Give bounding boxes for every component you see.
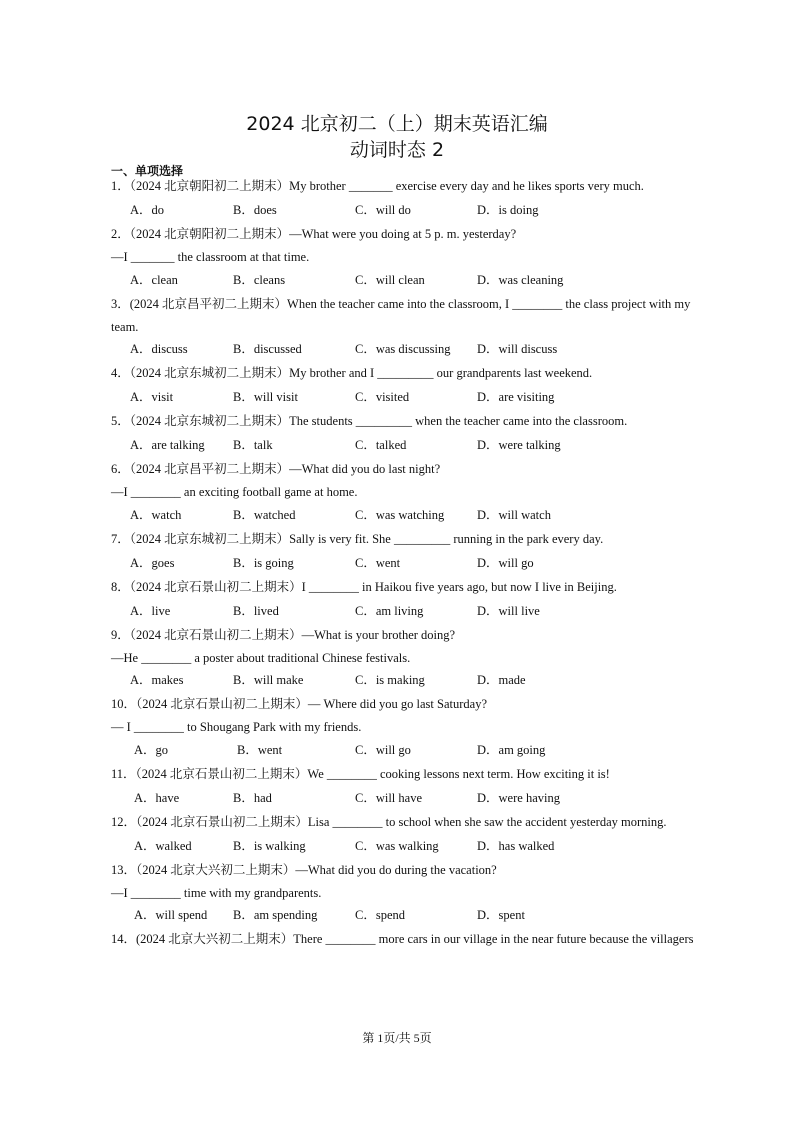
option-a: A．go	[134, 743, 169, 757]
option-c: C．visited	[355, 390, 410, 404]
option-c: C．was walking	[355, 839, 439, 853]
question-10-text: 10．（2024 北京石景山初二上期末）— Where did you go last Saturday?	[111, 697, 487, 711]
page-number: 第 1页/共 5页	[362, 1031, 432, 1045]
document-title: 2024 北京初二（上）期末英语汇编	[246, 113, 548, 135]
option-c: C．went	[355, 556, 401, 570]
question-6-text-cont: —I ________ an exciting football game at home.	[111, 485, 358, 499]
option-a: A．watch	[130, 508, 182, 522]
question-9-text-cont: —He ________ a poster about traditional Chinese festivals.	[111, 651, 411, 665]
option-c: C．was watching	[355, 508, 445, 522]
document-subtitle: 动词时态 2	[349, 139, 445, 161]
option-d: D．were having	[477, 791, 560, 805]
option-d: D．will live	[477, 604, 540, 618]
option-a: A．walked	[134, 839, 192, 853]
option-a: A．clean	[130, 273, 178, 287]
question-4-text: 4．（2024 北京东城初二上期末）My brother and I _________ our grandparents last weekend.	[111, 366, 593, 380]
option-d: D．was cleaning	[477, 273, 564, 287]
option-d: D．will watch	[477, 508, 551, 522]
option-b: B．is going	[233, 556, 294, 570]
question-11-text: 11．（2024 北京石景山初二上期末）We ________ cooking lessons next term. How exciting it is!	[111, 767, 610, 781]
question-1-text: 1．（2024 北京朝阳初二上期末）My brother _______ exercise every day and he likes sports very much.	[111, 179, 644, 193]
option-c: C．am living	[355, 604, 424, 618]
option-c: C．is making	[355, 673, 425, 687]
option-d: D．am going	[477, 743, 546, 757]
option-a: A．are talking	[130, 438, 205, 452]
option-d: D．made	[477, 673, 526, 687]
option-a: A．do	[130, 203, 165, 217]
question-13-text-cont: —I ________ time with my grandparents.	[111, 886, 322, 900]
option-a: A．discuss	[130, 342, 188, 356]
option-b: B．will visit	[233, 390, 298, 404]
question-2-text-cont: —I _______ the classroom at that time.	[111, 250, 310, 264]
question-9-text: 9．（2024 北京石景山初二上期末）—What is your brother doing?	[111, 628, 456, 642]
question-2-text: 2．（2024 北京朝阳初二上期末）—What were you doing at 5 p. m. yesterday?	[111, 227, 517, 241]
question-10-text-cont: — I ________ to Shougang Park with my friends.	[111, 720, 362, 734]
option-c: C．will do	[355, 203, 411, 217]
question-3-text: 3．(2024 北京昌平初二上期末）When the teacher came into the classroom, I ________ the class project with my	[111, 297, 691, 311]
option-d: D．will go	[477, 556, 534, 570]
option-a: A．live	[130, 604, 171, 618]
question-3-text-cont: team.	[111, 320, 139, 334]
option-b: B．am spending	[233, 908, 318, 922]
option-a: A．makes	[130, 673, 184, 687]
option-a: A．visit	[130, 390, 174, 404]
option-b: B．lived	[233, 604, 279, 618]
option-b: B．does	[233, 203, 277, 217]
option-b: B．had	[233, 791, 272, 805]
option-c: C．will clean	[355, 273, 425, 287]
option-b: B．went	[237, 743, 283, 757]
question-5-text: 5．（2024 北京东城初二上期末）The students _________ when the teacher came into the classroom.	[111, 414, 628, 428]
option-d: D．is doing	[477, 203, 539, 217]
option-a: A．goes	[130, 556, 175, 570]
option-c: C．was discussing	[355, 342, 451, 356]
question-7-text: 7．（2024 北京东城初二上期末）Sally is very fit. She _________ running in the park every day.	[111, 532, 604, 546]
option-a: A．will spend	[134, 908, 208, 922]
option-c: C．talked	[355, 438, 407, 452]
option-c: C．will have	[355, 791, 423, 805]
option-b: B．discussed	[233, 342, 302, 356]
option-d: D．has walked	[477, 839, 555, 853]
option-b: B．is walking	[233, 839, 306, 853]
option-b: B．will make	[233, 673, 304, 687]
option-d: D．were talking	[477, 438, 561, 452]
option-d: D．are visiting	[477, 390, 555, 404]
question-14-text: 14．(2024 北京大兴初二上期末）There ________ more cars in our village in the near future because the villagers	[111, 932, 694, 946]
option-c: C．spend	[355, 908, 406, 922]
question-13-text: 13．（2024 北京大兴初二上期末）—What did you do during the vacation?	[111, 863, 497, 877]
option-c: C．will go	[355, 743, 411, 757]
question-8-text: 8．（2024 北京石景山初二上期末）I ________ in Haikou five years ago, but now I live in Beijing.	[111, 580, 617, 594]
option-b: B．watched	[233, 508, 296, 522]
option-d: D．spent	[477, 908, 525, 922]
option-b: B．talk	[233, 438, 273, 452]
option-b: B．cleans	[233, 273, 286, 287]
question-6-text: 6．（2024 北京昌平初二上期末）—What did you do last night?	[111, 462, 441, 476]
question-12-text: 12．（2024 北京石景山初二上期末）Lisa ________ to school when she saw the accident yesterday morning.	[111, 815, 667, 829]
section-heading: 一、单项选择	[111, 164, 184, 178]
option-a: A．have	[134, 791, 180, 805]
option-d: D．will discuss	[477, 342, 558, 356]
